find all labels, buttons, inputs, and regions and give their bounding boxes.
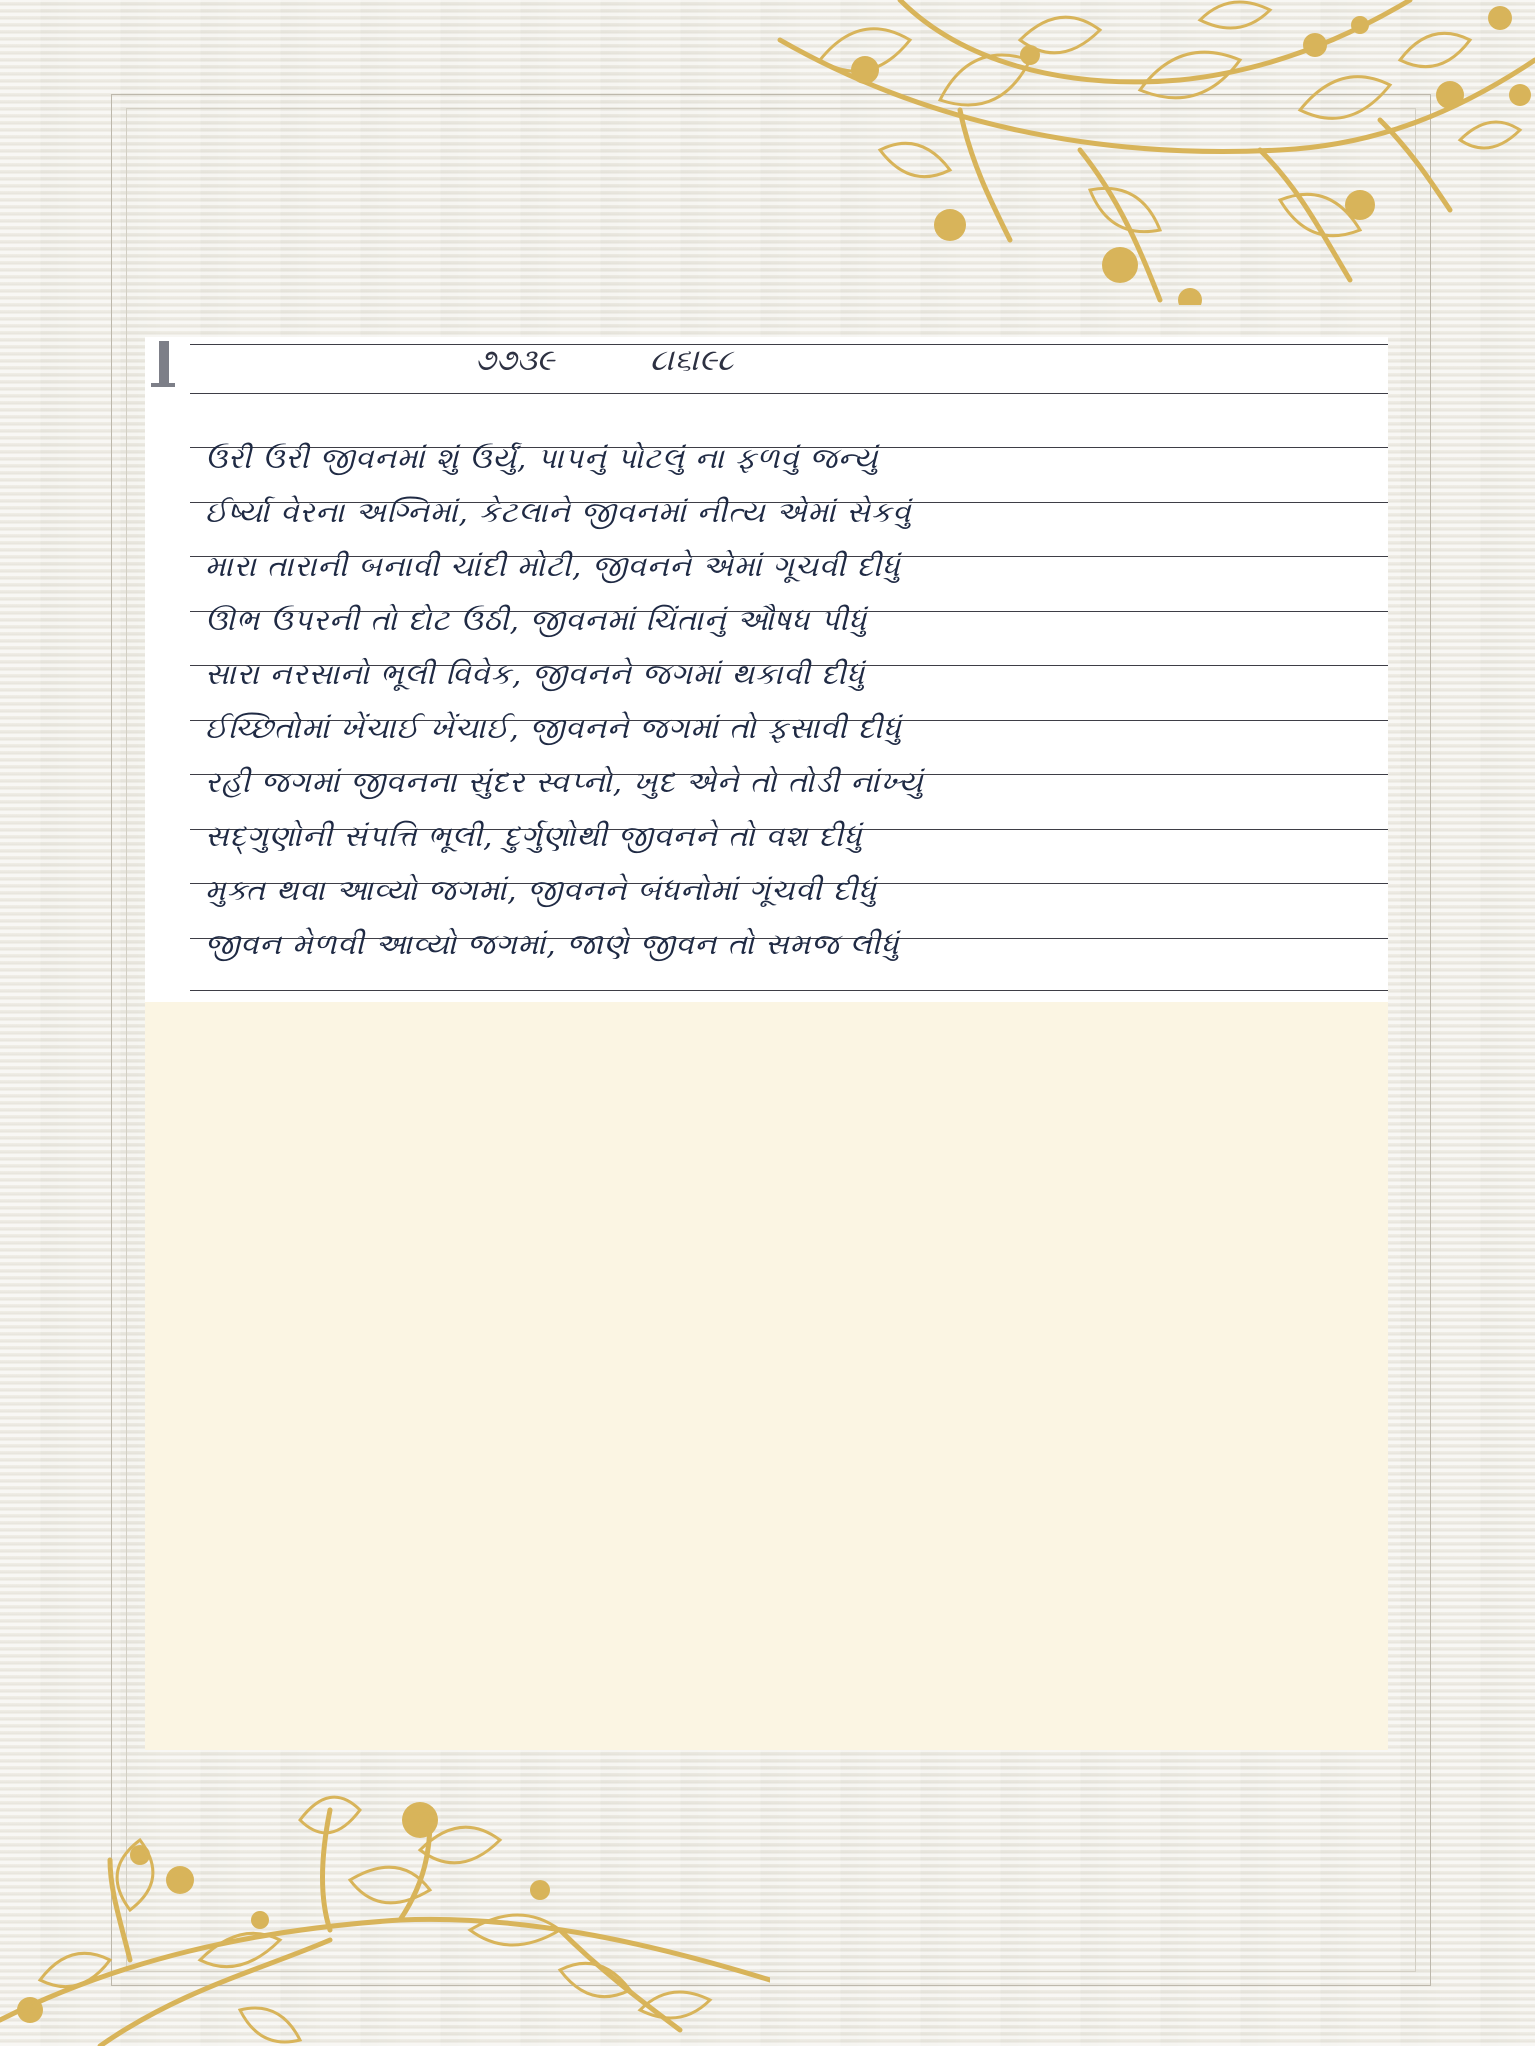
header-number: ૭૭૩૯ (475, 343, 555, 378)
poem-line-3: મારા તારાની બનાવી ચાંદી મોટી, જીવનને એમાં ગૂચવી દીધું (205, 549, 901, 583)
header-date: ૮।૬।૯૮ (649, 343, 734, 378)
poem-line-7: રહી જગમાં જીવનના સુંદર સ્વપ્નો, ખુદ એને તો તોડી નાંખ્યું (205, 765, 924, 799)
poem-line-5: સારા નરસાનો ભૂલી વિવેક, જીવનને જગમાં થકાવી દીધું (205, 657, 866, 691)
ruled-line (190, 990, 1388, 991)
page-number-mark (145, 337, 183, 392)
poem-line-6: ઈચ્છિતોમાં ખેંચાઈ ખેંચાઈ, જીવનને જગમાં તો ફસાવી દીધું (205, 711, 902, 745)
gold-floral-bottom-left (0, 1780, 770, 2046)
blank-cream-panel (145, 1002, 1388, 1750)
poem-line-4: ઊભ ઉપરની તો દોટ ઉઠી, જીવનમાં ચિંતાનું ઔષધ પીધું (205, 603, 868, 637)
ruled-line (190, 393, 1388, 394)
ruled-line (190, 344, 1388, 345)
poem-line-9: મુક્ત થવા આવ્યો જગમાં, જીવનને બંધનોમાં ગૂંચવી દીધું (205, 873, 877, 907)
gold-floral-top-right (760, 0, 1535, 305)
poem-line-10: જીવન મેળવી આવ્યો જગમાં, જાણે જીવન તો સમજ લીધું (205, 927, 900, 961)
poem-line-1: ઉરી ઉરી જીવનમાં શું ઉર્યું, પાપનું પોટલું ના ફળવું જન્યું (205, 441, 879, 475)
poem-line-2: ઈર્ષ્યા વેરના અગ્નિમાં, કેટલાને જીવનમાં નીત્ય એમાં સેકવું (205, 495, 912, 529)
poem-line-8: સદ્ગુણોની સંપત્તિ ભૂલી, દુર્ગુણોથી જીવનને તો વશ દીધું (205, 819, 863, 853)
